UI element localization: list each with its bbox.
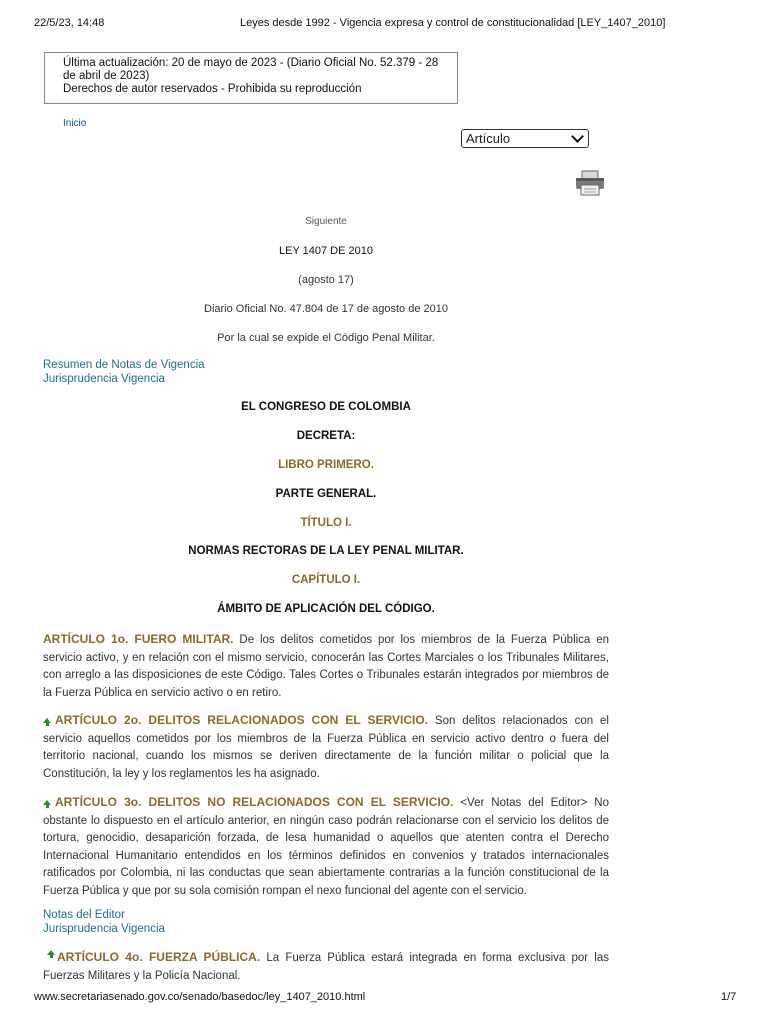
siguiente-link[interactable]: Siguiente (305, 216, 347, 227)
heading-decreta: DECRETA: (296, 430, 356, 442)
article-1 (43, 631, 609, 702)
print-datetime: 22/5/23, 14:48 (34, 17, 105, 29)
notas-editor-link[interactable]: Notas del Editor (43, 909, 125, 921)
article-4 (43, 949, 609, 985)
article-2-body: Son delitos relacionados con el servicio aquellos cometidos por los miembros de la Fuerza Pública en servicio activo dentro o fuera del territorio nacional, cuando los mismos se deriven directamente de la función militar o policial que la Constitución, la ley y los reglamentos les ha asignado. (43, 715, 609, 780)
heading-capitulo: CAPÍTULO I. (291, 574, 361, 586)
article-4-body: La Fuerza Pública estará integrada en forma exclusiva por las Fuerzas Militares y la Policía Nacional. (43, 952, 609, 982)
article-2 (43, 712, 609, 783)
law-title: LEY 1407 DE 2010 (279, 245, 373, 257)
law-summary: Por la cual se expide el Código Penal Militar. (217, 332, 435, 344)
article-4-heading[interactable]: ARTÍCULO 4o. FUERZA PÚBLICA. (57, 950, 261, 964)
article-2-heading[interactable]: ARTÍCULO 2o. DELITOS RELACIONADOS CON EL SERVICIO. (55, 713, 429, 727)
chevron-down-icon (571, 130, 584, 143)
resumen-notas-link[interactable]: Resumen de Notas de Vigencia (43, 359, 205, 371)
article-3-heading[interactable]: ARTÍCULO 3o. DELITOS NO RELACIONADOS CON EL SERVICIO. (55, 795, 454, 809)
arrow-up-icon[interactable] (43, 718, 51, 723)
article-select-value: Artículo (466, 131, 511, 146)
update-notice (44, 52, 458, 104)
inicio-link[interactable]: Inicio (63, 118, 87, 129)
jurisprudencia-vigencia-link[interactable]: Jurisprudencia Vigencia (43, 373, 165, 385)
printer-icon[interactable] (575, 170, 605, 196)
print-title: Leyes desde 1992 - Vigencia expresa y control de constitucionalidad [LEY_1407_2010] (240, 17, 666, 29)
article-1-body: De los delitos cometidos por los miembros de la Fuerza Pública en servicio activo, y en relación con el mismo servicio, conocerán las Cortes Marciales o los Tribunales Militares, con arreglo a las disposiciones de este Código. Tales Cortes o Tribunales estarán integrados por miembros de la Fuerza Pública en servicio activo o en retiro. (43, 634, 609, 699)
law-date: (agosto 17) (298, 274, 354, 286)
update-notice-line: Última actualización: 20 de mayo de 2023 - (Diario Oficial No. 52.379 - 28 de abril de 2023) (63, 57, 439, 82)
heading-ambito: ÁMBITO DE APLICACIÓN DEL CÓDIGO. (217, 603, 435, 615)
heading-libro: LIBRO PRIMERO. (278, 459, 374, 471)
heading-parte: PARTE GENERAL. (275, 488, 377, 500)
print-url: www.secretariasenado.gov.co/senado/basedoc/ley_1407_2010.html (34, 991, 366, 1003)
law-diario: Diario Oficial No. 47.804 de 17 de agosto de 2010 (204, 303, 448, 315)
article-1-heading[interactable]: ARTÍCULO 1o. FUERO MILITAR. (43, 632, 234, 646)
article-3 (43, 794, 609, 900)
article-3-body: <Ver Notas del Editor> No obstante lo dispuesto en el artículo anterior, en ningún caso podrán relacionarse con el servicio los delitos de tortura, genocidio, desaparición forzada, de lesa humanidad o aquellos que atenten contra el Derecho Internacional Humanitario entendidos en los términos definidos en convenios y tratados internacionales ratificados por Colombia, ni las conductas que sean abiertamente contrarias a la función constitucional de la Fuerza Pública y que por su sola comisión rompan el nexo funcional del agente con el servicio. (43, 797, 609, 897)
copyright-notice: Derechos de autor reservados - Prohibida su reproducción (63, 83, 362, 95)
heading-titulo: TÍTULO I. (300, 517, 352, 529)
heading-congreso: EL CONGRESO DE COLOMBIA (241, 401, 411, 413)
heading-normas: NORMAS RECTORAS DE LA LEY PENAL MILITAR. (188, 545, 464, 557)
arrow-up-icon[interactable] (43, 800, 51, 805)
article-select[interactable] (461, 129, 589, 148)
jurisprudencia-vigencia-link-2[interactable]: Jurisprudencia Vigencia (43, 923, 165, 935)
print-page-number: 1/7 (721, 991, 737, 1003)
